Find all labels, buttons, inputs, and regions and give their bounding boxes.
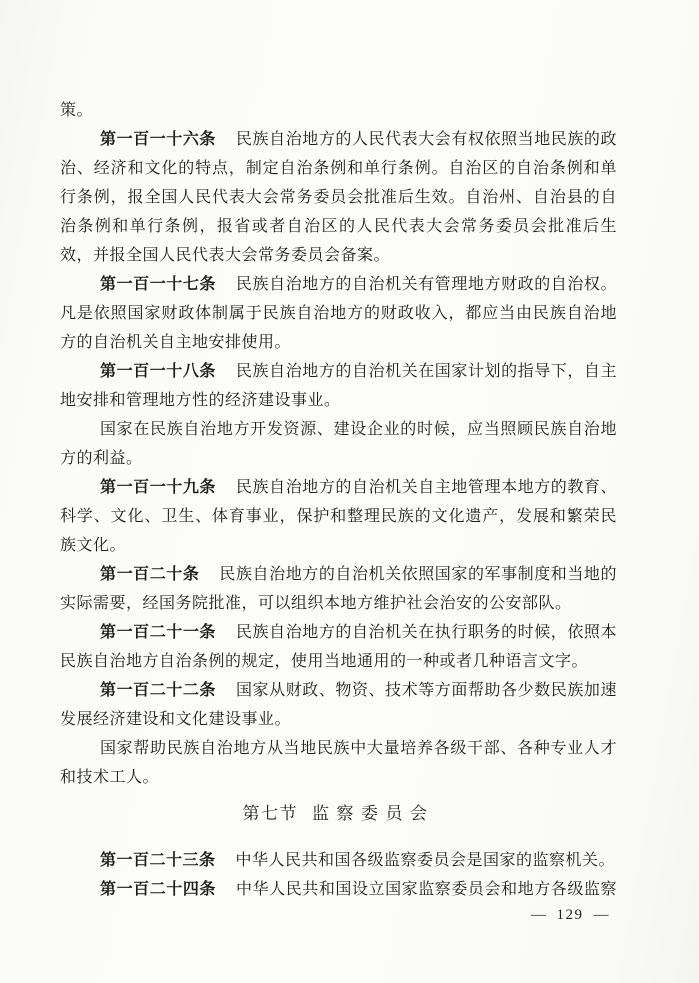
line-text: 族文化。 <box>60 537 127 554</box>
text-line <box>60 328 617 357</box>
article-number: 第一百一十六条 <box>100 131 216 148</box>
article-number: 第一百二十二条 <box>100 682 216 699</box>
article-line <box>60 357 617 386</box>
section-number: 第七节 <box>242 804 298 823</box>
article-line <box>60 473 617 502</box>
text-block <box>60 96 617 904</box>
line-text: 民族自治地方的自治机关自主地管理本地方的教育、 <box>235 479 617 496</box>
text-line <box>60 154 617 183</box>
footer-dash-left: — <box>531 907 547 923</box>
article-number: 第一百一十九条 <box>100 479 216 496</box>
article-number: 第一百二十四条 <box>100 881 216 898</box>
line-text: 凡是依照国家财政体制属于民族自治地方的财政收入，都应当由民族自治地 <box>60 305 617 322</box>
article-line <box>60 846 617 875</box>
line-text: 民族自治地方的自治机关依照国家的军事制度和当地的 <box>219 566 617 583</box>
body-paragraphs <box>60 96 617 792</box>
line-text: 中华人民共和国各级监察委员会是国家的监察机关。 <box>235 852 616 869</box>
line-text: 发展经济建设和文化建设事业。 <box>60 711 292 728</box>
footer-dash-right: — <box>593 907 609 923</box>
text-line <box>60 502 617 531</box>
line-text: 和技术工人。 <box>60 769 160 786</box>
line-text: 民族自治地方的人民代表大会有权依照当地民族的政 <box>235 131 617 148</box>
article-number: 第一百二十一条 <box>100 624 216 641</box>
line-text: 国家从财政、物资、技术等方面帮助各少数民族加速 <box>235 682 617 699</box>
line-text: 国家在民族自治地方开发资源、建设企业的时候，应当照顾民族自治地 <box>100 421 617 438</box>
line-text: 民族自治地方的自治机关在国家计划的指导下，自主 <box>235 363 617 380</box>
article-number: 第一百二十三条 <box>100 852 216 869</box>
text-line <box>60 763 617 792</box>
article-number: 第一百一十八条 <box>100 363 216 380</box>
line-text: 中华人民共和国设立国家监察委员会和地方各级监察 <box>235 881 617 898</box>
article-line <box>60 125 617 154</box>
text-line <box>60 299 617 328</box>
text-line <box>60 444 617 473</box>
line-text: 行条例，报全国人民代表大会常务委员会批准后生效。自治州、自治县的自 <box>60 189 617 206</box>
line-text: 民族自治地方自治条例的规定，使用当地通用的一种或者几种语言文字。 <box>60 653 589 670</box>
footer-page-number: 129 <box>556 907 584 923</box>
text-line <box>60 531 617 560</box>
article-line <box>60 270 617 299</box>
line-text: 效，并报全国人民代表大会常务委员会备案。 <box>60 247 391 264</box>
line-text: 治、经济和文化的特点，制定自治条例和单行条例。自治区的自治条例和单 <box>60 160 617 177</box>
text-line <box>60 183 617 212</box>
page-footer <box>529 903 611 927</box>
line-text: 策。 <box>60 102 94 119</box>
line-text: 民族自治地方的自治机关在执行职务的时候，依照本 <box>235 624 617 641</box>
line-text: 科学、文化、卫生、体育事业，保护和整理民族的文化遗产，发展和繁荣民 <box>60 508 617 525</box>
text-line <box>60 212 617 241</box>
text-line <box>60 734 617 763</box>
text-line <box>60 386 617 415</box>
line-text: 民族自治地方的自治机关有管理地方财政的自治权。 <box>235 276 617 293</box>
line-text: 治条例和单行条例，报省或者自治区的人民代表大会常务委员会批准后生 <box>60 218 617 235</box>
text-line <box>60 647 617 676</box>
line-text: 国家帮助民族自治地方从当地民族中大量培养各级干部、各种专业人才 <box>100 740 617 757</box>
line-text: 地安排和管理地方性的经济建设事业。 <box>60 392 341 409</box>
line-text: 实际需要，经国务院批准，可以组织本地方维护社会治安的公安部队。 <box>60 595 572 612</box>
text-line <box>60 241 617 270</box>
after-heading-paragraphs <box>60 846 617 904</box>
text-line <box>60 705 617 734</box>
article-line <box>60 618 617 647</box>
section-title: 监察委员会 <box>312 804 435 823</box>
article-line <box>60 560 617 589</box>
line-text: 方的利益。 <box>60 450 143 467</box>
text-line <box>60 589 617 618</box>
text-line <box>60 415 617 444</box>
line-text: 方的自治机关自主地安排使用。 <box>60 334 292 351</box>
article-number: 第一百二十条 <box>100 566 200 583</box>
text-line <box>60 96 617 125</box>
article-number: 第一百一十七条 <box>100 276 216 293</box>
article-line <box>60 676 617 705</box>
article-line <box>60 875 617 904</box>
section-heading <box>60 799 617 828</box>
